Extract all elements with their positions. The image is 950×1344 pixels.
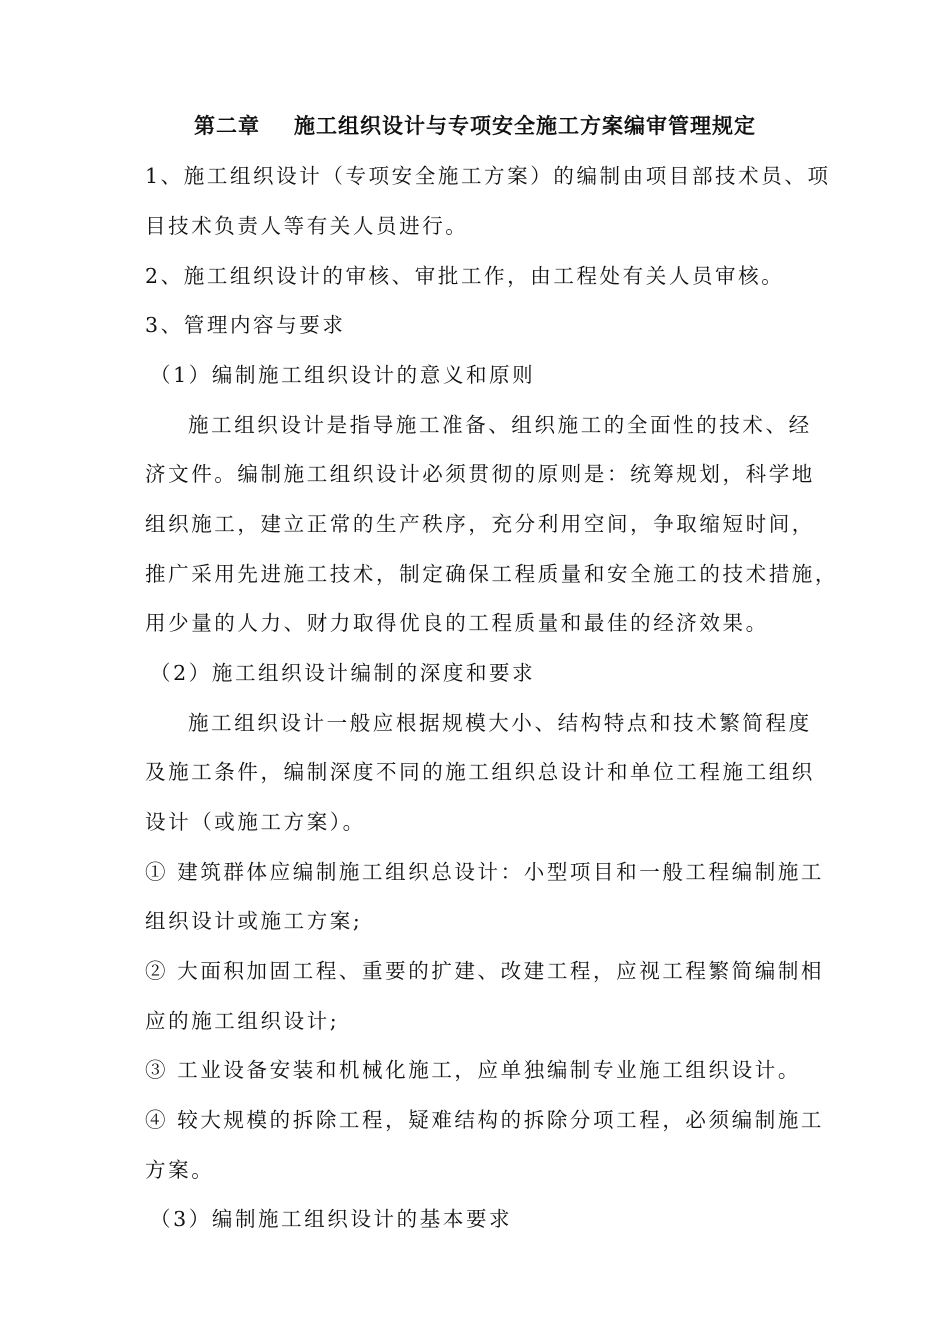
paragraph-line: 用少量的人力、财力取得优良的工程质量和最佳的经济效果。	[145, 611, 769, 635]
paragraph-line: 推广采用先进施工技术，制定确保工程质量和安全施工的技术措施，	[145, 562, 838, 586]
paragraph-line: 设计（或施工方案）。	[145, 810, 366, 834]
paragraph-line: 组织施工，建立正常的生产秩序，充分利用空间，争取缩短时间，	[145, 512, 815, 536]
paragraph-line: 1、施工组织设计（专项安全施工方案）的编制由项目部技术员、项	[145, 164, 831, 188]
paragraph-line: 及施工条件，编制深度不同的施工组织总设计和单位工程施工组织	[145, 760, 815, 784]
chapter-heading	[145, 110, 805, 140]
chapter-title: 施工组织设计与专项安全施工方案编审管理规定	[294, 113, 756, 138]
subsection-heading: （3）编制施工组织设计的基本要求	[150, 1207, 513, 1231]
subsection-heading: （2）施工组织设计编制的深度和要求	[150, 661, 536, 685]
list-item-line: ① 建筑群体应编制施工组织总设计：小型项目和一般工程编制施工	[145, 860, 825, 884]
list-item-line: 方案。	[145, 1158, 215, 1182]
list-item-line: ② 大面积加固工程、重要的扩建、改建工程，应视工程繁简编制相	[145, 959, 825, 983]
paragraph-line: 2、施工组织设计的审核、审批工作，由工程处有关人员审核。	[145, 264, 785, 288]
list-item-line: 组织设计或施工方案;	[145, 909, 363, 933]
list-item-line: 应的施工组织设计;	[145, 1009, 340, 1033]
paragraph-line: 施工组织设计是指导施工准备、组织施工的全面性的技术、经	[188, 413, 812, 437]
list-item-line: ④ 较大规模的拆除工程，疑难结构的拆除分项工程，必须编制施工	[145, 1108, 825, 1132]
paragraph-line: 施工组织设计一般应根据规模大小、结构特点和技术繁简程度	[188, 711, 812, 735]
paragraph-line: 目技术负责人等有关人员进行。	[145, 214, 469, 238]
list-item-line: ③ 工业设备安装和机械化施工，应单独编制专业施工组织设计。	[145, 1058, 801, 1082]
subsection-heading: （1）编制施工组织设计的意义和原则	[150, 363, 536, 387]
chapter-number: 第二章	[194, 113, 260, 138]
section-heading: 3、管理内容与要求	[145, 313, 346, 337]
paragraph-line: 济文件。编制施工组织设计必须贯彻的原则是：统筹规划，科学地	[145, 462, 815, 486]
